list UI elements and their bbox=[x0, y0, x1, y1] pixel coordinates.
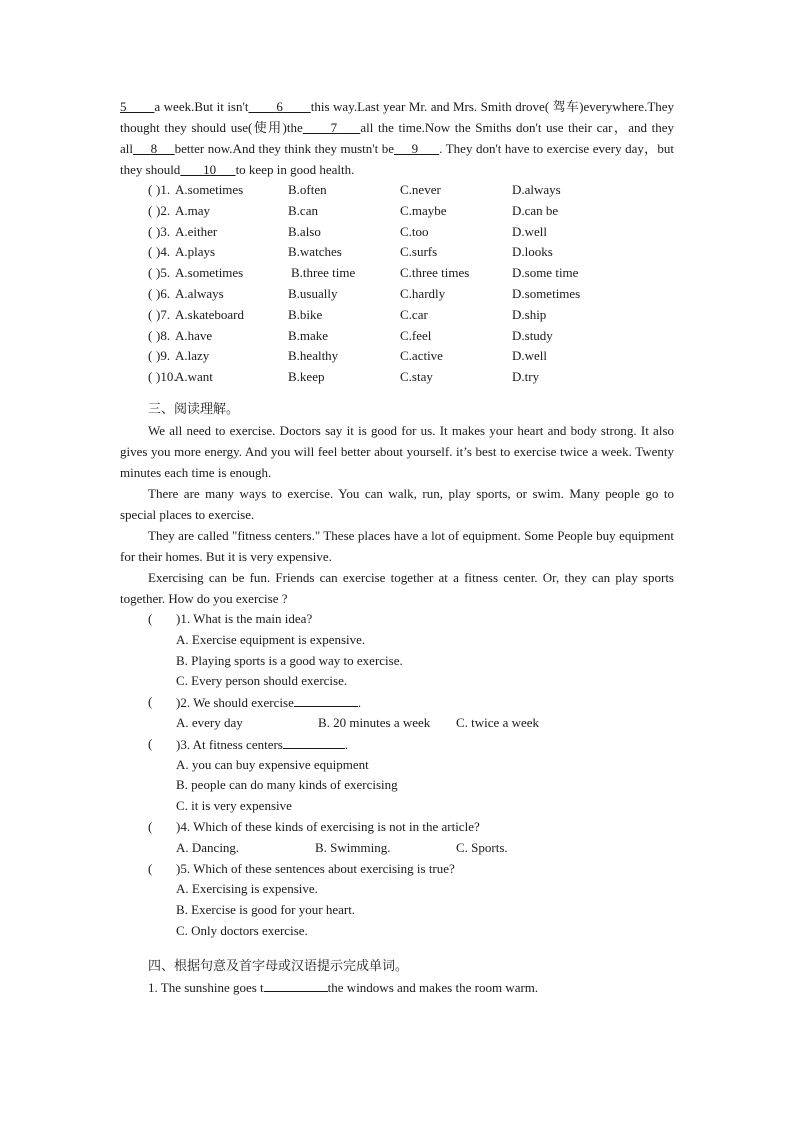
reading-paragraph-2: There are many ways to exercise. You can walk, run, play sports, or swim. Many people go to special places to exercise. bbox=[120, 485, 674, 522]
q1-option-b[interactable]: B. Playing sports is a good way to exercise. bbox=[176, 652, 403, 668]
answer-blank[interactable] bbox=[264, 977, 328, 992]
reading-question-1: ( )1. What is the main idea? bbox=[148, 610, 313, 626]
cloze-question-row: ( )5. A.sometimes B.three time C.three times D.some time bbox=[148, 265, 579, 281]
cloze-question-row: ( )7. A.skateboard B.bike C.car D.ship bbox=[148, 306, 547, 322]
q1-option-c[interactable]: C. Every person should exercise. bbox=[176, 673, 348, 689]
q3-option-c[interactable]: C. it is very expensive bbox=[176, 798, 292, 814]
cloze-question-row: ( )1. A.sometimes B.often C.never D.always bbox=[148, 182, 561, 197]
cloze-question-row: ( )4. A.plays B.watches C.surfs D.looks bbox=[148, 244, 553, 260]
cloze-options bbox=[120, 180, 674, 388]
reading-question-2: ( )2. We should exercise . bbox=[148, 694, 362, 711]
reading-question-3: ( )3. At fitness centers . bbox=[148, 735, 349, 752]
reading-question-4: ( )4. Which of these kinds of exercising is not in the article? bbox=[148, 818, 480, 834]
q4-options bbox=[120, 838, 674, 859]
blank-5[interactable]: 5 bbox=[120, 99, 127, 114]
blank-8[interactable]: 8 bbox=[150, 141, 158, 156]
q5-option-a[interactable]: A. Exercising is expensive. bbox=[176, 881, 318, 897]
blank-6[interactable]: 6 bbox=[276, 99, 283, 114]
cloze-question-row: ( )9. A.lazy B.healthy C.active D.well bbox=[148, 348, 548, 364]
q4-option-a[interactable]: A. Dancing. bbox=[176, 839, 240, 855]
blank-9[interactable]: 9 bbox=[411, 141, 419, 156]
cloze-question-row: ( )10. A.want B.keep C.stay D.try bbox=[148, 369, 540, 385]
answer-blank[interactable] bbox=[283, 734, 345, 749]
section-3-title: 三、阅读理解。 bbox=[148, 401, 240, 417]
reading-paragraph-3: They are called "fitness centers." These places have a lot of equipment. Some People buy equipment for their homes. But it is very expensive. bbox=[120, 527, 674, 564]
q2-option-a[interactable]: A. every day bbox=[176, 714, 243, 730]
blank-10[interactable]: 10 bbox=[203, 162, 217, 177]
q5-option-b[interactable]: B. Exercise is good for your heart. bbox=[176, 902, 356, 918]
cloze-passage: 5 a week.But it isn't 6 this way.Last year Mr. and Mrs. Smith drove( 驾车)everywhere.They thought they should use(使用)the 7 all the time.Now the Smiths don't use their car，and they all 8 better now.And they think they mustn't be 9 . They don't have to exercise every day，but they should 10 to keep in good health. bbox=[120, 99, 675, 177]
q2-option-c[interactable]: C. twice a week bbox=[456, 714, 540, 730]
blank-7[interactable]: 7 bbox=[330, 120, 338, 135]
cloze-question-row: ( )2. A.may B.can C.maybe D.can be bbox=[148, 202, 559, 218]
cloze-question-row: ( )8. A.have B.make C.feel D.study bbox=[148, 327, 553, 343]
q2-option-b[interactable]: B. 20 minutes a week bbox=[318, 714, 431, 730]
q3-option-b[interactable]: B. people can do many kinds of exercising bbox=[176, 777, 398, 793]
fill-word-question-1: 1. The sunshine goes t the windows and makes the room warm. bbox=[120, 977, 674, 998]
q5-option-c[interactable]: C. Only doctors exercise. bbox=[176, 922, 308, 938]
reading-paragraph-4: Exercising can be fun. Friends can exercise together at a fitness center. Or, they can play sports together. How do you exercise ? bbox=[120, 569, 674, 606]
reading-paragraph-1: We all need to exercise. Doctors say it is good for us. It makes your heart and body strong. It also gives you more energy. And you will feel better about yourself. it’s best to exercise twice a week. Twenty minutes each time is enough. bbox=[120, 422, 674, 480]
cloze-question-row: ( )3. A.either B.also C.too D.well bbox=[148, 223, 548, 239]
worksheet-page bbox=[120, 96, 674, 998]
answer-blank[interactable] bbox=[294, 692, 358, 707]
q1-option-a[interactable]: A. Exercise equipment is expensive. bbox=[176, 631, 366, 647]
q3-option-a[interactable]: A. you can buy expensive equipment bbox=[176, 756, 369, 772]
q4-option-c[interactable]: C. Sports. bbox=[456, 839, 508, 855]
reading-question-5: ( )5. Which of these sentences about exercising is true? bbox=[148, 860, 455, 876]
section-4-title: 四、根据句意及首字母或汉语提示完成单词。 bbox=[148, 958, 409, 974]
cloze-question-row: ( )6. A.always B.usually C.hardly D.sometimes bbox=[148, 285, 581, 301]
q2-options bbox=[120, 713, 674, 734]
q4-option-b[interactable]: B. Swimming. bbox=[315, 839, 391, 855]
